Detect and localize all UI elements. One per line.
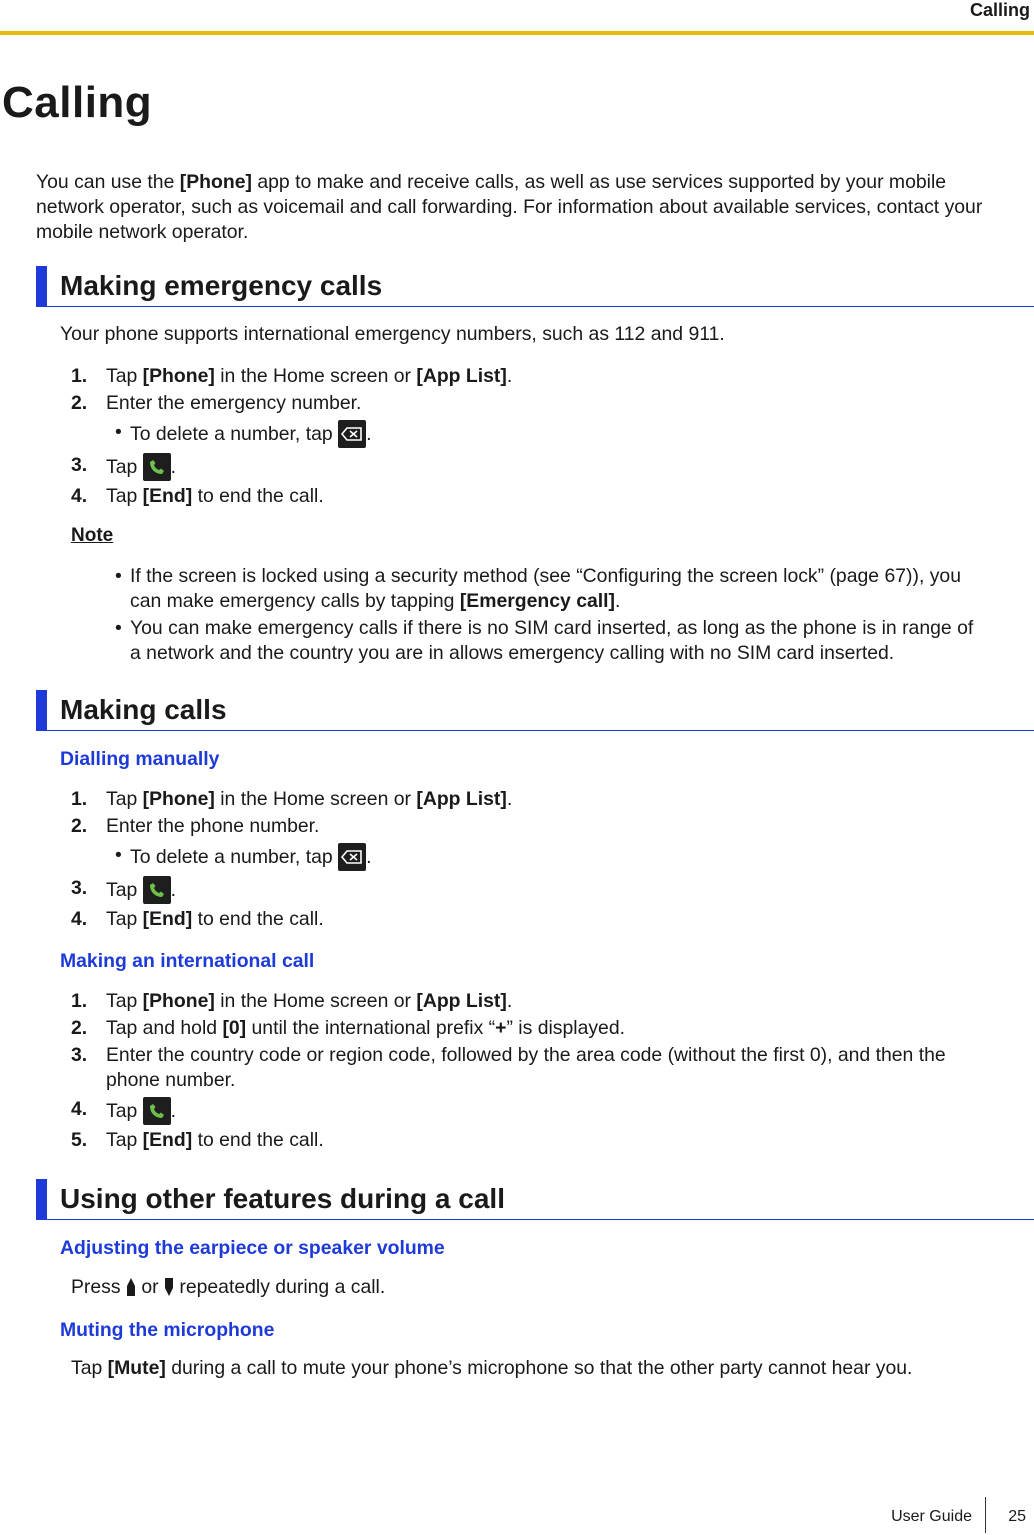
step-number: 3. <box>71 454 88 476</box>
text: Tap <box>106 1100 143 1122</box>
phone-call-icon <box>143 453 171 481</box>
footer-divider <box>985 1497 986 1533</box>
step-text <box>106 989 512 1014</box>
step-number: 2. <box>71 392 88 414</box>
text: can make emergency calls by tapping <box>130 590 460 612</box>
header-rule <box>0 31 1034 35</box>
text: ” is displayed. <box>506 1017 626 1039</box>
step-text <box>106 453 176 481</box>
subheading-volume: Adjusting the earpiece or speaker volume <box>60 1237 445 1259</box>
note-item <box>130 616 1034 666</box>
intro-text: mobile network operator. <box>36 221 249 243</box>
step-text <box>106 1043 1034 1093</box>
step-item <box>71 907 87 932</box>
step-item <box>71 1016 87 1041</box>
text: Tap <box>106 365 143 387</box>
text: . <box>170 1100 177 1122</box>
bullet: • <box>115 617 122 639</box>
text: a network and the country you are in allows emergency calling with no SIM card inserted. <box>130 642 895 664</box>
text: . <box>366 423 372 445</box>
text: until the international prefix “ <box>246 1017 496 1039</box>
step-item <box>71 989 87 1014</box>
step-text <box>106 907 324 932</box>
text: Tap <box>71 1357 108 1379</box>
text: in the Home screen or <box>214 990 417 1012</box>
step-text <box>106 876 176 904</box>
section-heading-other-features <box>36 1179 1034 1220</box>
text: to end the call. <box>192 1129 324 1151</box>
text-bold: [End] <box>142 908 193 930</box>
section-marker <box>36 690 47 730</box>
step-item <box>71 1097 87 1122</box>
step-item <box>71 1128 87 1153</box>
backspace-icon <box>338 420 366 448</box>
text-bold: [Emergency call] <box>459 590 616 612</box>
step-text <box>106 484 324 509</box>
text-bold: [Phone] <box>142 365 215 387</box>
text-bold: [Phone] <box>142 990 215 1012</box>
section-title: Making calls <box>60 694 227 725</box>
text: To delete a number, tap <box>130 846 339 868</box>
text: in the Home screen or <box>214 365 417 387</box>
text: . <box>170 879 177 901</box>
step-number: 3. <box>71 1044 88 1066</box>
text-bold: [End] <box>142 485 193 507</box>
step-text <box>106 1097 176 1125</box>
text-bold: [0] <box>222 1017 247 1039</box>
section-marker <box>36 1179 47 1219</box>
section-title: Making emergency calls <box>60 270 383 301</box>
text-bold: [App List] <box>416 990 507 1012</box>
section-marker <box>36 266 47 306</box>
text: repeatedly during a call. <box>173 1276 386 1298</box>
step-item <box>71 1043 87 1068</box>
page-number: 25 <box>1008 1508 1026 1525</box>
volume-text <box>71 1275 385 1300</box>
step-text <box>130 420 371 448</box>
text: If the screen is locked using a security method (see “Configuring the screen lock” (page 67)), you <box>130 565 961 587</box>
step-item <box>71 484 87 509</box>
step-number: 3. <box>71 877 88 899</box>
step-number: 1. <box>71 788 88 810</box>
intro-phone-app: [Phone] <box>179 171 252 193</box>
text: . <box>506 365 513 387</box>
section-title: Using other features during a call <box>60 1183 505 1214</box>
text: Tap <box>106 456 143 478</box>
text: You can make emergency calls if there is no SIM card inserted, as long as the phone is in range of <box>130 617 974 639</box>
step-text <box>106 1016 625 1041</box>
intro-text: app to make and receive calls, as well as use services supported by your mobile <box>251 171 947 193</box>
intro-text: You can use the <box>36 171 180 193</box>
emergency-lead: Your phone supports international emergency numbers, such as 112 and 911. <box>60 323 725 345</box>
step-number: 5. <box>71 1129 88 1151</box>
step-number: 1. <box>71 365 88 387</box>
step-number: 1. <box>71 990 88 1012</box>
mute-text <box>71 1356 912 1381</box>
text: to end the call. <box>192 908 324 930</box>
step-number: 4. <box>71 485 88 507</box>
step-item <box>71 391 87 416</box>
intro-text: network operator, such as voicemail and call forwarding. For information about available services, contact your <box>36 196 983 218</box>
step-item <box>71 453 87 478</box>
intro-paragraph <box>36 170 1034 245</box>
step-number: 4. <box>71 1098 88 1120</box>
bullet: • <box>115 565 122 587</box>
text: Tap <box>106 788 143 810</box>
step-item <box>71 876 87 901</box>
bullet: • <box>115 844 122 866</box>
step-item <box>71 787 87 812</box>
text: . <box>506 990 513 1012</box>
text-bold: [Phone] <box>142 788 215 810</box>
step-text <box>106 364 512 389</box>
text: To delete a number, tap <box>130 423 339 445</box>
footer-label: User Guide <box>891 1508 972 1525</box>
subheading-international-call: Making an international call <box>60 950 315 972</box>
section-heading-making-calls <box>36 690 1034 731</box>
step-item <box>71 364 87 389</box>
text: . <box>615 590 621 612</box>
step-text <box>106 1128 324 1153</box>
step-text: Enter the phone number. <box>106 815 320 837</box>
step-number: 2. <box>71 1017 88 1039</box>
step-item <box>71 814 87 839</box>
text: Tap <box>106 908 143 930</box>
text: Tap <box>106 990 143 1012</box>
text: Tap <box>106 879 143 901</box>
subheading-mute: Muting the microphone <box>60 1319 275 1341</box>
phone-call-icon <box>143 1097 171 1125</box>
text-bold: + <box>495 1017 507 1039</box>
phone-call-icon <box>143 876 171 904</box>
bullet: • <box>115 421 122 443</box>
step-text: Enter the emergency number. <box>106 392 362 414</box>
section-heading-emergency <box>36 266 1034 307</box>
text: Press <box>71 1276 126 1298</box>
text: to end the call. <box>192 485 324 507</box>
step-number: 2. <box>71 815 88 837</box>
text: in the Home screen or <box>214 788 417 810</box>
text: Tap <box>106 485 143 507</box>
note-item <box>130 564 1034 614</box>
text-bold: [Mute] <box>107 1357 166 1379</box>
text: or <box>135 1276 164 1298</box>
text: . <box>506 788 513 810</box>
text: . <box>366 846 372 868</box>
text: . <box>170 456 177 478</box>
page-title: Calling <box>2 78 153 127</box>
text: Tap and hold <box>106 1017 223 1039</box>
volume-up-key-icon <box>126 1277 136 1297</box>
volume-down-key-icon <box>164 1277 174 1297</box>
running-header: Calling <box>969 0 1030 20</box>
step-number: 4. <box>71 908 88 930</box>
text: phone number. <box>106 1069 236 1091</box>
text-bold: [End] <box>142 1129 193 1151</box>
text: Enter the country code or region code, followed by the area code (without the first 0), and then the <box>106 1044 946 1066</box>
text: Tap <box>106 1129 143 1151</box>
step-text <box>106 787 512 812</box>
subheading-dialling-manually: Dialling manually <box>60 748 220 770</box>
step-text <box>130 843 371 871</box>
backspace-icon <box>338 843 366 871</box>
text-bold: [App List] <box>416 365 507 387</box>
text: during a call to mute your phone’s microphone so that the other party cannot hear you. <box>165 1357 913 1379</box>
note-label: Note <box>71 525 114 546</box>
text-bold: [App List] <box>416 788 507 810</box>
